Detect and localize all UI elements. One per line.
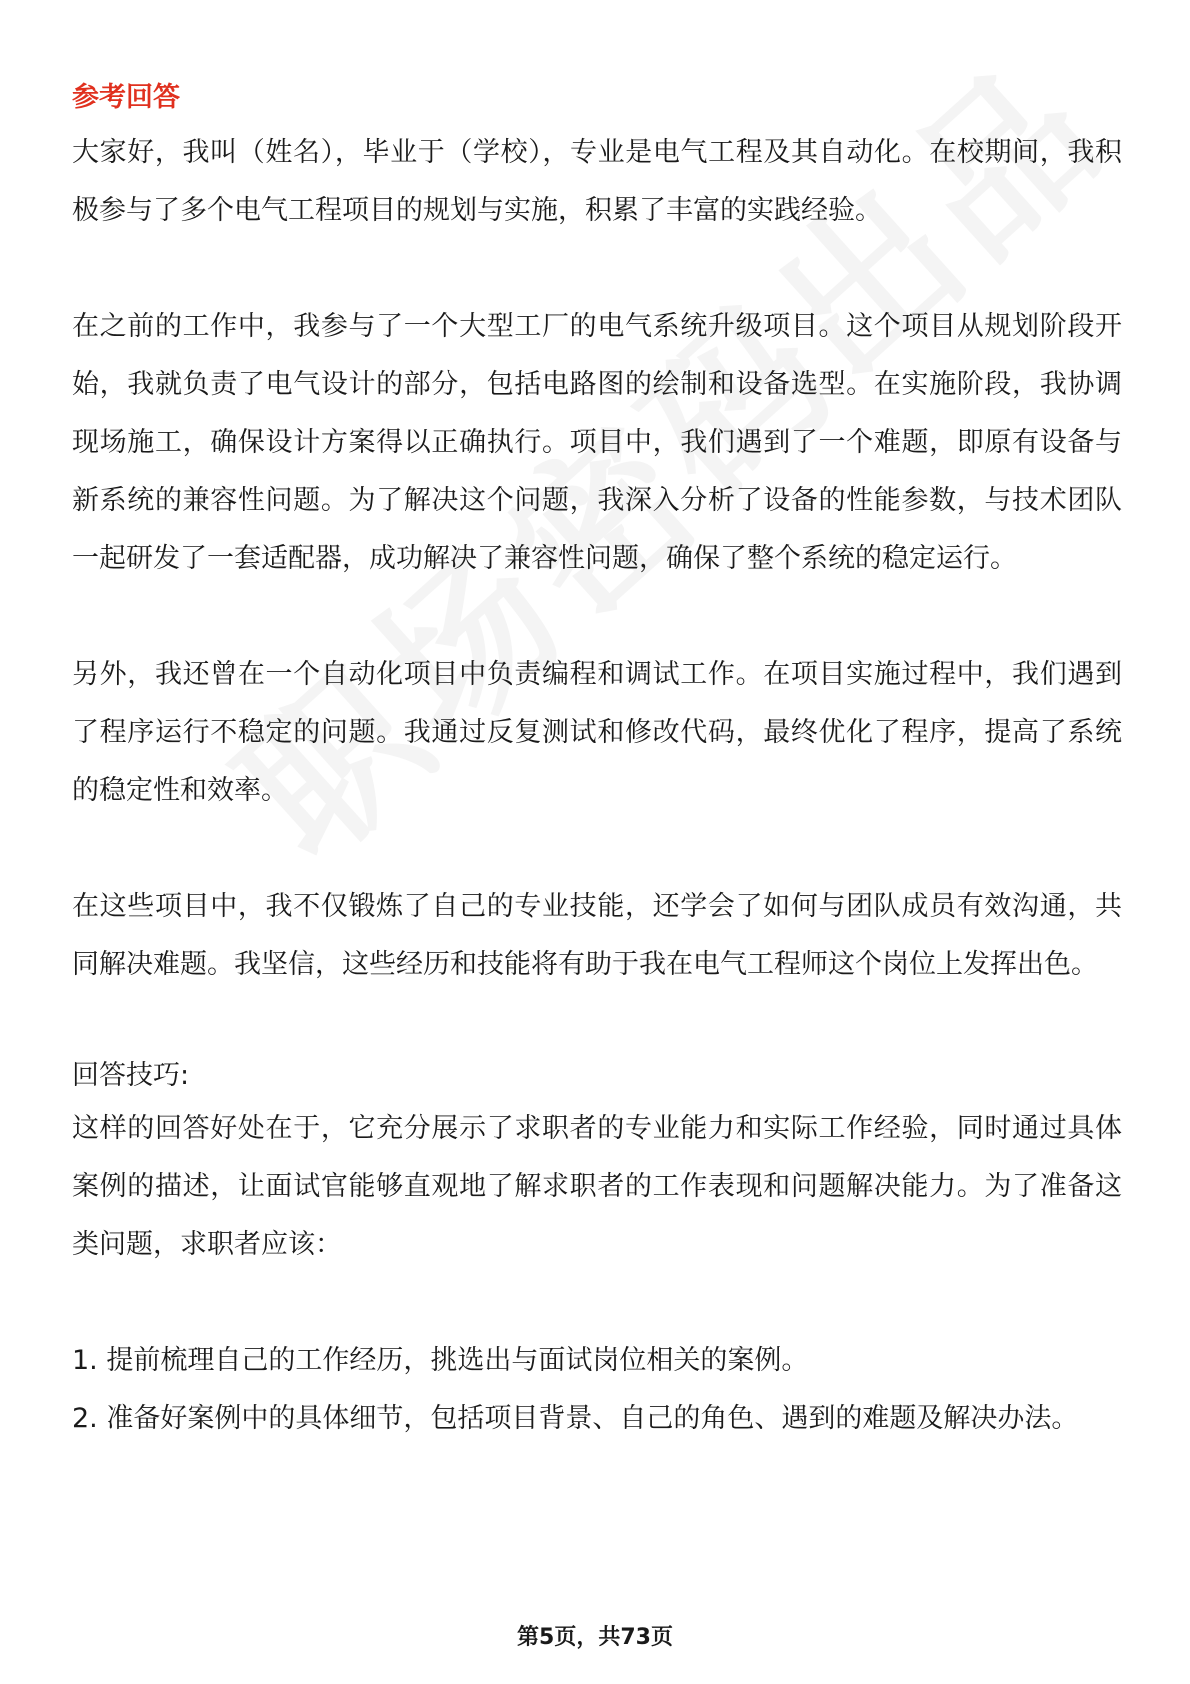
paragraph-project-upgrade: 在之前的工作中，我参与了一个大型工厂的电气系统升级项目。这个项目从规划阶段开始，我就负责了电气设计的部分，包括电路图的绘制和设备选型。在实施阶段，我协调现场施工，确保设计方案得以正确执行。项目中，我们遇到了一个难题，即原有设备与新系统的兼容性问题。为了解决这个问题，我深入分析了设备的性能参数，与技术团队一起研发了一套适配器，成功解决了兼容性问题，确保了整个系统的稳定运行。 <box>72 311 1122 574</box>
section-heading: 参考回答 <box>72 82 180 113</box>
tips-list-item: 2. 准备好案例中的具体细节，包括项目背景、自己的角色、遇到的难题及解决办法。 <box>72 1403 1079 1434</box>
paragraph-gap <box>72 240 1122 298</box>
paragraph-conclusion: 在这些项目中，我不仅锻炼了自己的专业技能，还学会了如何与团队成员有效沟通，共同解决难题。我坚信，这些经历和技能将有助于我在电气工程师这个岗位上发挥出色。 <box>72 891 1122 980</box>
paragraph-gap <box>72 1274 1122 1332</box>
paragraph-intro: 大家好，我叫（姓名），毕业于（学校），专业是电气工程及其自动化。在校期间，我积极参与了多个电气工程项目的规划与实施，积累了丰富的实践经验。 <box>72 137 1122 226</box>
paragraph-gap <box>72 994 1122 1052</box>
paragraph-gap <box>72 588 1122 646</box>
tips-list-item: 1. 提前梳理自己的工作经历，挑选出与面试岗位相关的案例。 <box>72 1345 809 1376</box>
tips-body: 这样的回答好处在于，它充分展示了求职者的专业能力和实际工作经验，同时通过具体案例的描述，让面试官能够直观地了解求职者的工作表现和问题解决能力。为了准备这类问题，求职者应该： <box>72 1113 1122 1260</box>
document-body <box>72 76 1122 1448</box>
page-number: 第5页，共73页 <box>517 1625 673 1650</box>
tips-title: 回答技巧: <box>72 1060 190 1091</box>
paragraph-automation: 另外，我还曾在一个自动化项目中负责编程和调试工作。在项目实施过程中，我们遇到了程序运行不稳定的问题。我通过反复测试和修改代码，最终优化了程序，提高了系统的稳定性和效率。 <box>72 659 1122 806</box>
paragraph-gap <box>72 820 1122 878</box>
